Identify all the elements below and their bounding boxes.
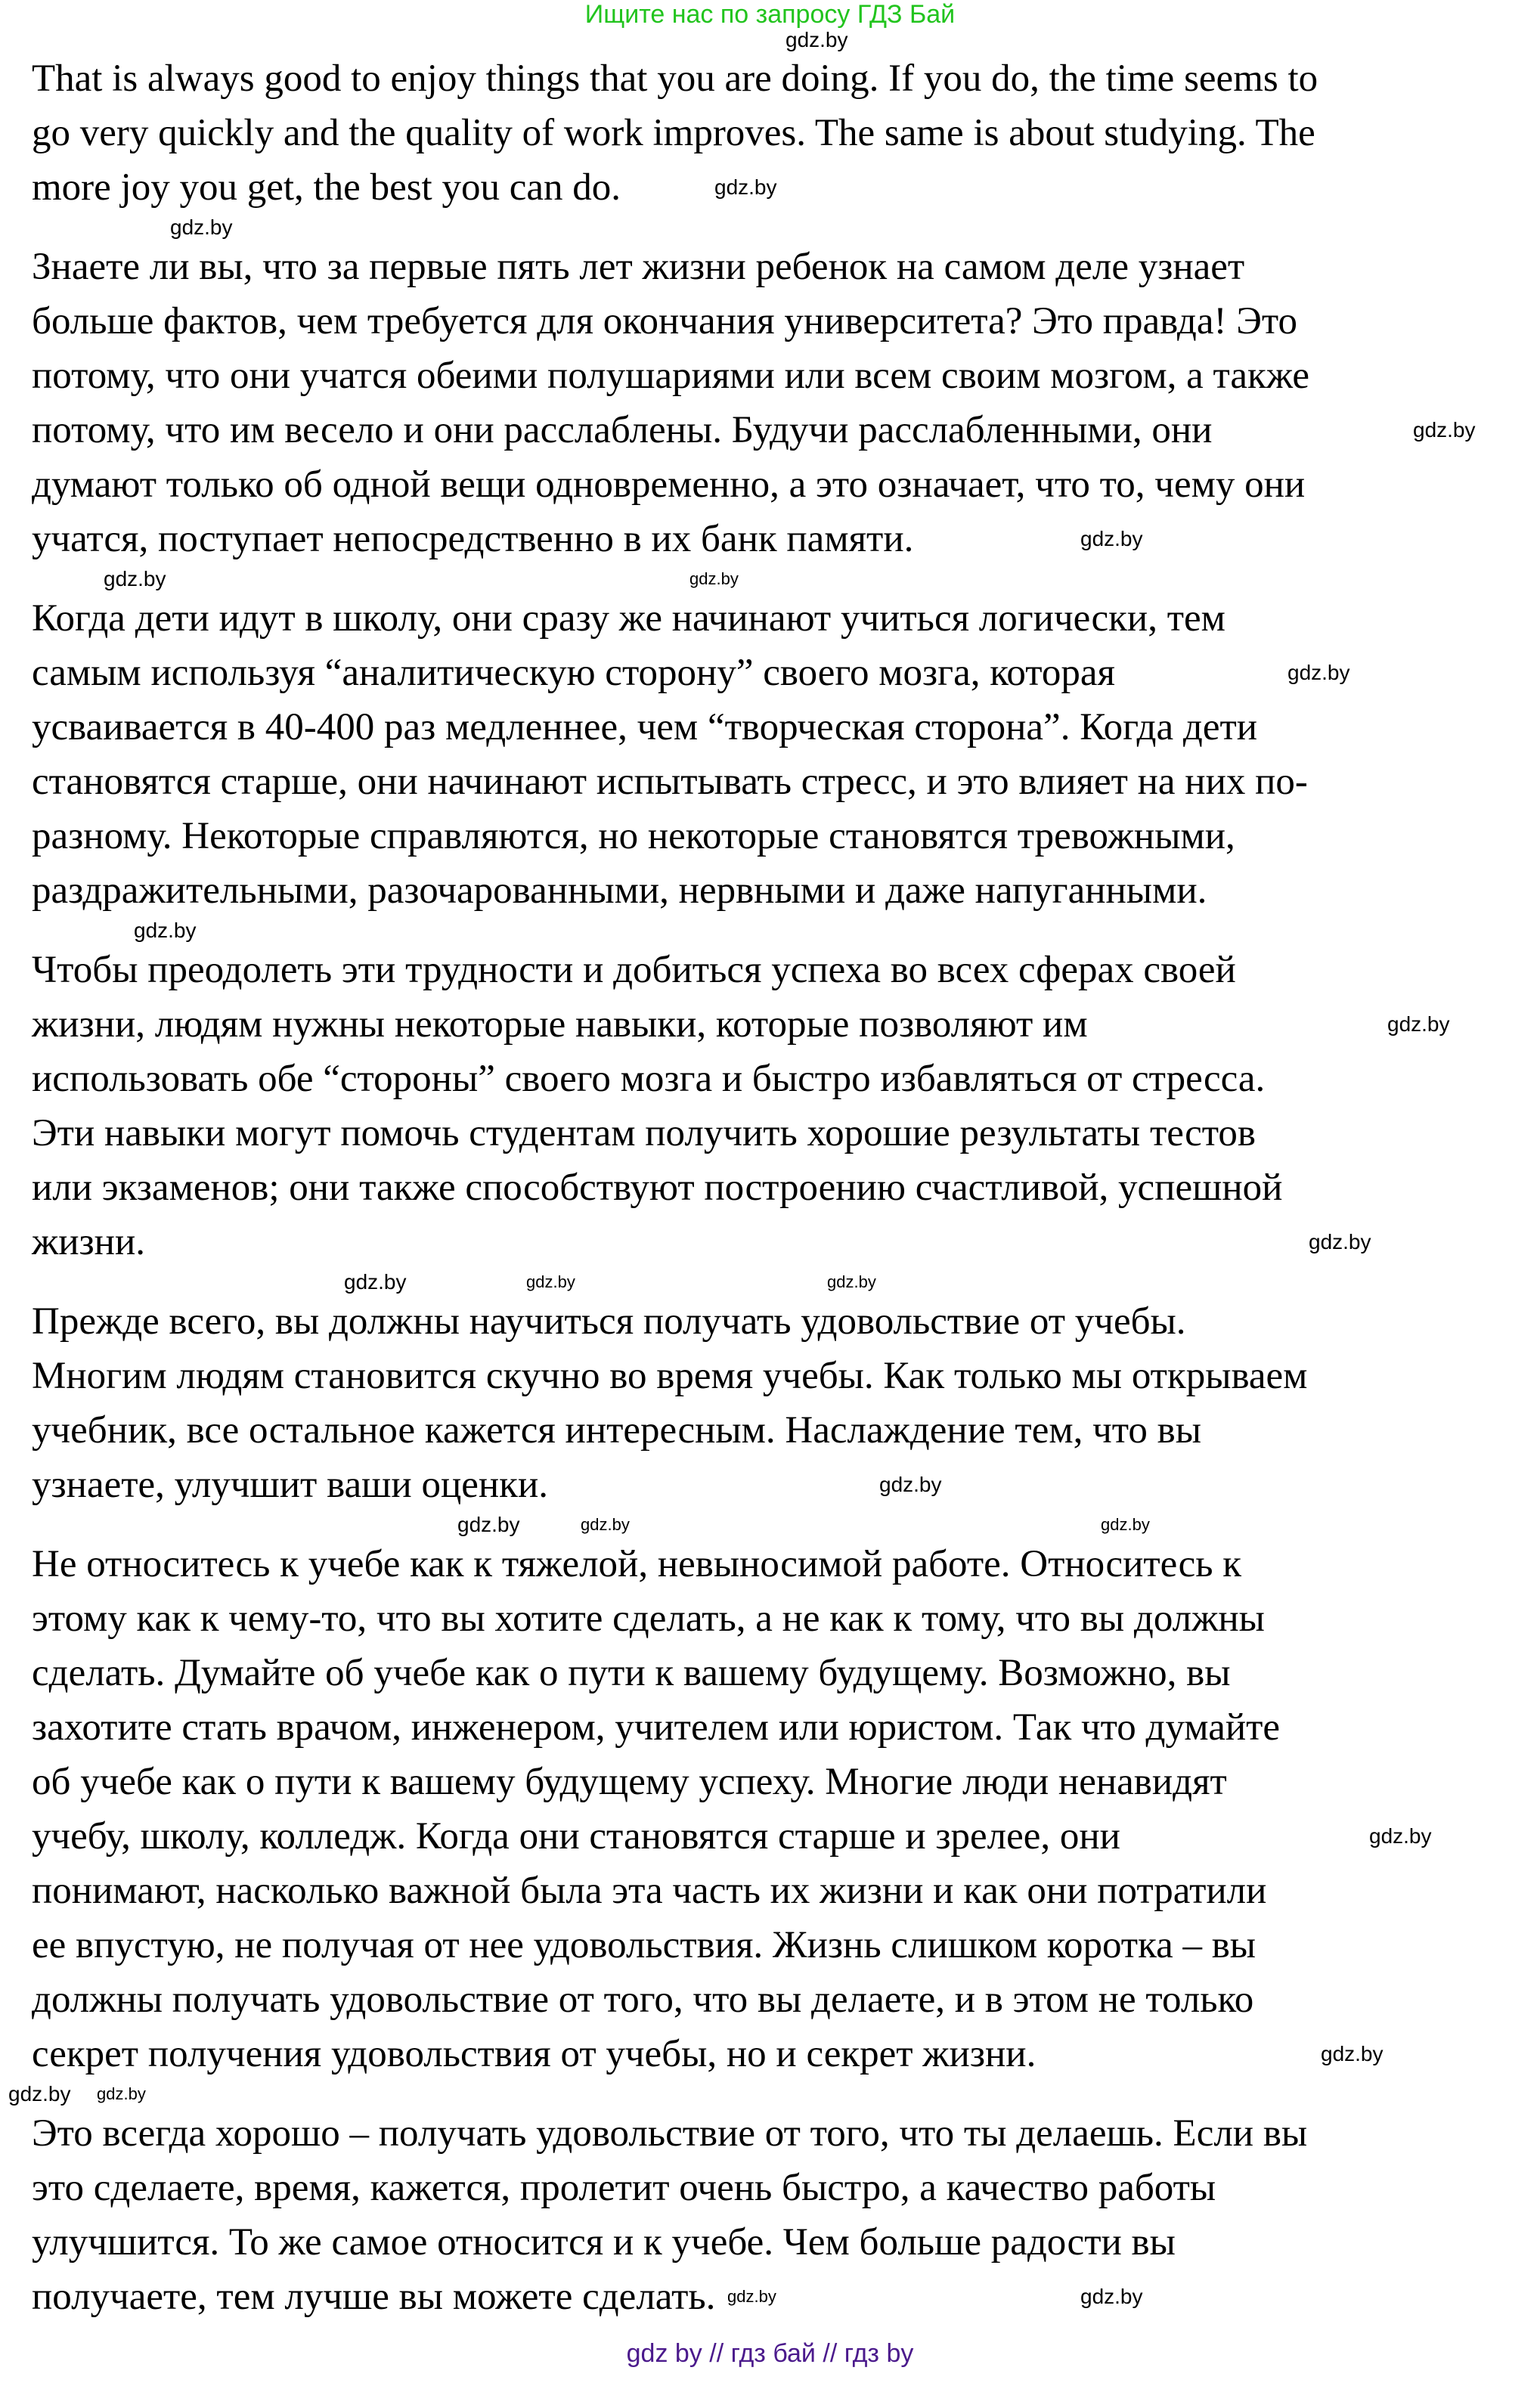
document-body — [32, 51, 1529, 2349]
text-line: That is always good to enjoy things that you are doing. If you do, the time seems to — [32, 57, 1318, 100]
text-line: секрет получения удовольствия от учебы, но и секрет жизни. — [32, 2033, 1036, 2075]
text-line: сделать. Думайте об учебе как о пути к вашему будущему. Возможно, вы — [32, 1652, 1231, 1694]
watermark: gdz.by — [344, 1270, 407, 1294]
text-line: Эти навыки могут помочь студентам получить хорошие результаты тестов — [32, 1112, 1256, 1154]
text-line: more joy you get, the best you can do. — [32, 166, 621, 209]
paragraph-7 — [32, 2106, 1529, 2324]
watermark: gdz.by — [8, 2082, 71, 2106]
watermark: gdz.by — [1413, 418, 1476, 442]
text-line: Чтобы преодолеть эти трудности и добиться успеха во всех сферах своей — [32, 949, 1236, 991]
paragraph-1 — [32, 51, 1529, 215]
watermark: gdz.by — [827, 1272, 876, 1291]
text-line: использовать обе “стороны” своего мозга и быстро избавляться от стресса. — [32, 1058, 1266, 1100]
watermark: gdz.by — [1309, 1230, 1371, 1253]
text-line: раздражительными, разочарованными, нервными и даже напуганными. — [32, 869, 1207, 912]
watermark: gdz.by — [134, 919, 197, 942]
text-line: становятся старше, они начинают испытывать стресс, и это влияет на них по- — [32, 761, 1308, 803]
text-line: узнаете, улучшит ваши оценки. — [32, 1464, 548, 1506]
text-line: потому, что они учатся обеими полушариями или всем своим мозгом, а также — [32, 355, 1310, 397]
text-line: должны получать удовольствие от того, что вы делаете, и в этом не только — [32, 1979, 1254, 2021]
watermark: gdz.by — [1321, 2042, 1384, 2065]
text-line: Не относитесь к учебе как к тяжелой, невыносимой работе. Относитесь к — [32, 1543, 1242, 1585]
text-line: учебу, школу, колледж. Когда они становятся старше и зрелее, они — [32, 1815, 1120, 1858]
text-line: Знаете ли вы, что за первые пять лет жизни ребенок на самом деле узнает — [32, 246, 1245, 288]
text-line: учатся, поступает непосредственно в их банк памяти. — [32, 518, 914, 560]
text-line: больше фактов, чем требуется для окончания университета? Это правда! Это — [32, 300, 1298, 342]
paragraph-4 — [32, 943, 1529, 1269]
text-line: получаете, тем лучше вы можете сделать. — [32, 2276, 716, 2318]
watermark: gdz.by — [526, 1272, 575, 1291]
paragraph-5 — [32, 1294, 1529, 1512]
text-line: Прежде всего, вы должны научиться получать удовольствие от учебы. — [32, 1300, 1186, 1343]
text-line: go very quickly and the quality of work improves. The same is about studying. The — [32, 112, 1315, 154]
text-line: жизни. — [32, 1221, 146, 1263]
watermark: gdz.by — [879, 1473, 942, 1496]
text-line: жизни, людям нужны некоторые навыки, которые позволяют им — [32, 1003, 1088, 1046]
watermark: gdz.by — [1387, 1012, 1450, 1036]
watermark: gdz.by — [1369, 1824, 1432, 1848]
text-line: Многим людям становится скучно во время учебы. Как только мы открываем — [32, 1355, 1308, 1397]
watermark: gdz.by — [170, 215, 233, 239]
paragraph-3 — [32, 591, 1529, 918]
paragraph-2 — [32, 240, 1529, 566]
watermark: gdz.by — [1101, 1515, 1150, 1534]
text-line: самым используя “аналитическую сторону” своего мозга, которая — [32, 652, 1115, 694]
watermark: gdz.by — [581, 1515, 630, 1534]
watermark: gdz.by — [727, 2287, 776, 2306]
text-line: этому как к чему-то, что вы хотите сделать, а не как к тому, что вы должны — [32, 1597, 1265, 1640]
text-line: или экзаменов; они также способствуют построению счастливой, успешной — [32, 1167, 1283, 1209]
text-line: захотите стать врачом, инженером, учителем или юристом. Так что думайте — [32, 1706, 1281, 1749]
text-line: это сделаете, время, кажется, пролетит очень быстро, а качество работы — [32, 2167, 1216, 2209]
paragraph-6 — [32, 1537, 1529, 2081]
text-line: понимают, насколько важной была эта часть их жизни и как они потратили — [32, 1870, 1267, 1912]
watermark: gdz.by — [457, 1513, 520, 1536]
watermark: gdz.by — [1080, 2285, 1143, 2308]
text-line: об учебе как о пути к вашему будущему успеху. Многие люди ненавидят — [32, 1761, 1227, 1803]
watermark: gdz.by — [1287, 661, 1350, 684]
watermark: gdz.by — [1080, 527, 1143, 550]
text-line: Это всегда хорошо – получать удовольствие от того, что ты делаешь. Если вы — [32, 2112, 1308, 2155]
text-line: учебник, все остальное кажется интересным. Наслаждение тем, что вы — [32, 1409, 1201, 1452]
search-banner: Ищите нас по запросу ГДЗ Бай — [584, 0, 956, 29]
text-line: усваивается в 40-400 раз медленнее, чем “творческая сторона”. Когда дети — [32, 706, 1258, 748]
text-line: улучшится. То же самое относится и к учебе. Чем больше радости вы — [32, 2221, 1176, 2264]
watermark: gdz.by — [714, 175, 777, 199]
watermark: gdz.by — [689, 569, 739, 588]
text-line: Когда дети идут в школу, они сразу же начинают учиться логически, тем — [32, 597, 1225, 640]
text-line: ее впустую, не получая от нее удовольствия. Жизнь слишком коротка – вы — [32, 1924, 1256, 1966]
footer-links: gdz by // гдз бай // гдз by — [626, 2339, 914, 2368]
watermark: gdz.by — [104, 567, 166, 590]
watermark: gdz.by — [97, 2084, 146, 2103]
watermark: gdz.by — [785, 28, 848, 51]
text-line: думают только об одной вещи одновременно, а это означает, что то, чему они — [32, 463, 1306, 506]
text-line: потому, что им весело и они расслаблены. Будучи расслабленными, они — [32, 409, 1213, 451]
text-line: разному. Некоторые справляются, но некоторые становятся тревожными, — [32, 815, 1235, 857]
